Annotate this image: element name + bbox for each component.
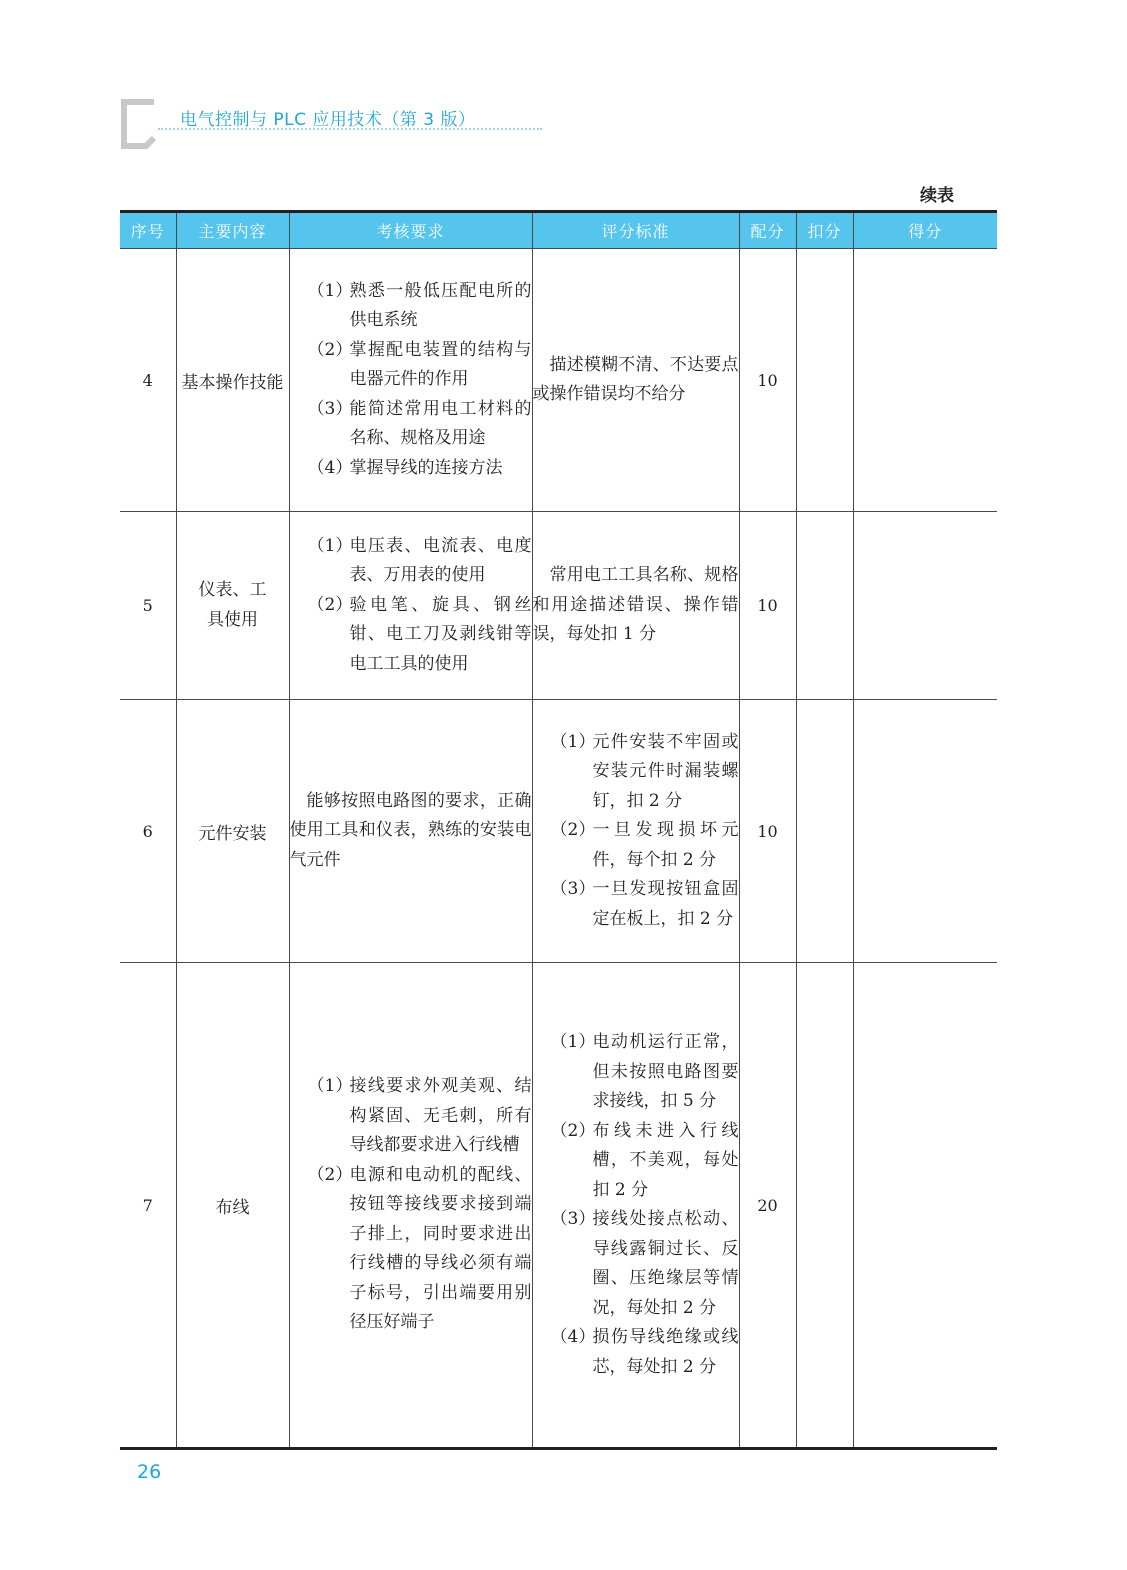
corner-bracket-icon xyxy=(120,98,158,150)
table-row xyxy=(120,249,997,512)
row-no: 7 xyxy=(120,963,176,1449)
row-score xyxy=(853,963,997,1449)
row-points: 10 xyxy=(739,700,796,963)
col-header-points: 配分 xyxy=(739,212,796,249)
row-content: 元件安装 xyxy=(176,700,289,963)
row-score xyxy=(853,249,997,512)
criteria-item: （2） 一旦发现损坏元件，每个扣 2 分 xyxy=(550,820,739,870)
row-deduction xyxy=(796,512,853,700)
row-requirements xyxy=(289,249,532,512)
table-row xyxy=(120,963,997,1449)
row-no: 6 xyxy=(120,700,176,963)
requirement-item: （2） 电源和电动机的配线、按钮等接线要求接到端子排上，同时要求进出行线槽的导线必须有端子标号，引出端要用别径压好端子 xyxy=(307,1164,532,1333)
requirement-item: （1） 电压表、电流表、电度表、万用表的使用 xyxy=(307,535,532,586)
row-content: 基本操作技能 xyxy=(176,249,289,512)
criteria-item: （1） 元件安装不牢固或安装元件时漏装螺钉，扣 2 分 xyxy=(550,731,739,811)
row-criteria xyxy=(532,963,739,1449)
criteria-text: 描述模糊不清、不达要点或操作错误均不给分 xyxy=(532,354,739,404)
table-row xyxy=(120,512,997,700)
table-header-row xyxy=(120,212,997,249)
row-deduction xyxy=(796,700,853,963)
row-points: 10 xyxy=(739,249,796,512)
assessment-table xyxy=(120,210,997,1450)
criteria-item: （1） 电动机运行正常，但未按照电路图要求接线，扣 5 分 xyxy=(550,1032,739,1111)
requirement-item: （1） 接线要求外观美观、结构紧固、无毛刺，所有导线都要求进入行线槽 xyxy=(307,1076,532,1156)
table-row xyxy=(120,700,997,963)
row-no: 4 xyxy=(120,249,176,512)
row-content: 仪表、工具使用 xyxy=(176,512,289,700)
criteria-item: （2） 布线未进入行线槽，不美观，每处扣 2 分 xyxy=(550,1120,739,1200)
row-score xyxy=(853,700,997,963)
row-deduction xyxy=(796,963,853,1449)
row-points: 10 xyxy=(739,512,796,700)
col-header-no: 序号 xyxy=(120,212,176,249)
continued-label: 续表 xyxy=(920,186,954,206)
requirement-item: （2） 验电笔、旋具、钢丝钳、电工刀及剥线钳等电工工具的使用 xyxy=(307,594,532,674)
row-points: 20 xyxy=(739,963,796,1449)
book-title: 电气控制与 PLC 应用技术（第 3 版） xyxy=(180,110,476,130)
page-number: 26 xyxy=(137,1461,162,1483)
col-header-score: 得分 xyxy=(853,212,997,249)
row-requirements xyxy=(289,512,532,700)
row-requirements xyxy=(289,963,532,1449)
row-criteria xyxy=(532,700,739,963)
requirement-item: （3） 能简述常用电工材料的名称、规格及用途 xyxy=(307,398,532,449)
row-deduction xyxy=(796,249,853,512)
row-score xyxy=(853,512,997,700)
row-content: 布线 xyxy=(176,963,289,1449)
criteria-item: （3） 一旦发现按钮盒固定在板上，扣 2 分 xyxy=(550,879,739,929)
header-rule xyxy=(158,128,542,130)
row-no: 5 xyxy=(120,512,176,700)
col-header-requirements: 考核要求 xyxy=(289,212,532,249)
row-criteria xyxy=(532,249,739,512)
row-criteria xyxy=(532,512,739,700)
row-requirements xyxy=(289,700,532,963)
col-header-content: 主要内容 xyxy=(176,212,289,249)
criteria-text: 常用电工工具名称、规格和用途描述错误、操作错误，每处扣 1 分 xyxy=(532,565,739,645)
requirements-text: 能够按照电路图的要求，正确使用工具和仪表，熟练的安装电气元件 xyxy=(289,790,532,870)
criteria-item: （3） 接线处接点松动、导线露铜过长、反圈、压绝缘层等情况，每处扣 2 分 xyxy=(550,1209,739,1318)
requirement-item: （1） 熟悉一般低压配电所的供电系统 xyxy=(307,280,532,331)
criteria-item: （4） 损伤导线绝缘或线芯，每处扣 2 分 xyxy=(550,1327,739,1377)
requirement-item: （4） 掌握导线的连接方法 xyxy=(307,457,503,478)
col-header-criteria: 评分标准 xyxy=(532,212,739,249)
col-header-deduction: 扣分 xyxy=(796,212,853,249)
requirement-item: （2） 掌握配电装置的结构与电器元件的作用 xyxy=(307,339,532,390)
